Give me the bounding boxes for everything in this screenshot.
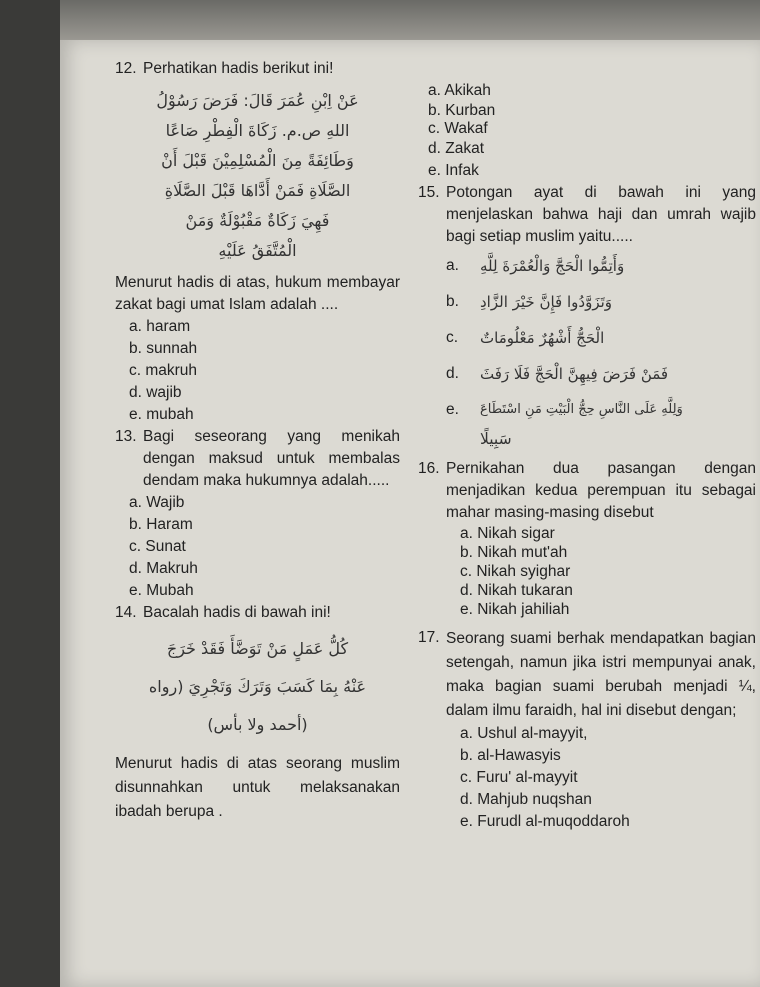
option[interactable] <box>418 320 756 356</box>
q17-options <box>418 723 756 833</box>
q13-header <box>115 426 400 492</box>
arabic-line: فَهِيَ زَكَاةٌ مَقْبُوْلَةٌ وَمَنْ <box>185 211 330 230</box>
option[interactable]: c. Wakaf <box>428 120 488 137</box>
option[interactable]: a. Ushul al-mayyit, <box>460 725 588 742</box>
q13-options <box>115 492 400 602</box>
option[interactable]: b. al-Hawasyis <box>460 747 561 764</box>
q16-number: 16. <box>418 460 440 477</box>
q17-header <box>418 627 756 723</box>
q12-options <box>115 316 400 426</box>
option[interactable] <box>418 392 756 428</box>
right-column <box>418 82 756 833</box>
option-label: a. <box>446 257 459 274</box>
option[interactable]: e. Mubah <box>129 582 194 599</box>
q13-title: Bagi seseorang yang menikah dengan maksud untuk membalas dendam maka hukumnya adalah..... <box>143 428 400 489</box>
option[interactable]: b. Nikah mut'ah <box>460 544 568 561</box>
option-arabic: فَمَنْ فَرَضَ فِيهِنَّ الْحَجَّ فَلَا رَفَثَ <box>480 365 669 383</box>
q15-number: 15. <box>418 184 440 201</box>
q12-header <box>115 58 400 80</box>
option-label: c. <box>446 329 459 346</box>
arabic-line: (أحمد ولا بأس) <box>207 715 308 734</box>
option-label: e. <box>446 401 459 418</box>
option[interactable]: d. Makruh <box>129 560 198 577</box>
option[interactable] <box>418 356 756 392</box>
option-arabic: وَأَتِمُّوا الْحَجَّ وَالْعُمْرَةَ لِلَّهِ <box>480 257 625 275</box>
option[interactable]: c. Sunat <box>129 538 186 555</box>
q16-title: Pernikahan dua pasangan dengan menjadikan kedua perempuan itu sebagai mahar masing-masing disebut <box>446 460 756 521</box>
q15-title: Potongan ayat di bawah ini yang menjelaskan bahwa haji dan umrah wajib bagi setiap muslim yaitu..... <box>446 184 756 245</box>
option[interactable]: a. haram <box>129 318 191 335</box>
option-arabic: وَلِلَّهِ عَلَى النَّاسِ حِجُّ الْبَيْتِ مَنِ اسْتَطَاعَ <box>480 402 683 417</box>
option[interactable]: e. Nikah jahiliah <box>460 601 570 618</box>
q17-number: 17. <box>418 629 440 646</box>
q12-number: 12. <box>115 60 137 77</box>
option[interactable]: c. Nikah syighar <box>460 563 571 580</box>
q13-number: 13. <box>115 428 137 445</box>
q15-options <box>418 248 756 458</box>
arabic-line: الْمُتَّفَقُ عَلَيْهِ <box>218 241 297 260</box>
option[interactable] <box>418 284 756 320</box>
option[interactable]: e. mubah <box>129 406 194 423</box>
option[interactable]: b. Haram <box>129 516 193 533</box>
arabic-line: وَطَائِفَةً مِنَ الْمُسْلِمِيْنَ قَبْلَ أَنْ <box>161 151 354 170</box>
option-arabic-continuation: سَبِيلًا <box>480 430 512 448</box>
q17-title: Seorang suami berhak mendapatkan bagian setengah, namun jika istri mempunyai anak, maka bagian suami berubah menjadi ¼, dalam ilmu faraidh, hal ini disebut dengan; <box>446 630 756 719</box>
option-arabic: وَتَزَوَّدُوا فَإِنَّ خَيْرَ الزَّادِ <box>480 293 613 311</box>
option[interactable]: e. Infak <box>428 162 479 179</box>
option[interactable]: c. makruh <box>129 362 198 379</box>
arabic-line: عَنْ اِبْنِ عُمَرَ قَالَ: فَرَضَ رَسُوْلُ <box>156 91 359 110</box>
arabic-line: اللهِ ص.م. زَكَاةَ الْفِطْرِ صَاعًا <box>165 121 350 140</box>
option[interactable]: e. Furudl al-muqoddaroh <box>460 813 630 830</box>
option[interactable]: b. sunnah <box>129 340 198 357</box>
option[interactable]: d. Mahjub nuqshan <box>460 791 592 808</box>
option-label: b. <box>446 293 459 310</box>
q16-header <box>418 458 756 524</box>
q14-hadith-arabic <box>115 630 400 744</box>
background-band <box>60 0 760 40</box>
q12-prompt: Menurut hadis di atas, hukum membayar zakat bagi umat Islam adalah .... <box>115 274 400 313</box>
q12-hadith-arabic <box>115 86 400 266</box>
left-column <box>115 58 400 824</box>
q14-title: Bacalah hadis di bawah ini! <box>143 604 331 621</box>
option[interactable]: a. Wajib <box>129 494 185 511</box>
q14-prompt: Menurut hadis di atas seorang muslim disunnahkan untuk melaksanakan ibadah berupa . <box>115 755 400 820</box>
q14-header <box>115 602 400 624</box>
q14-options <box>418 80 756 182</box>
option[interactable]: d. Nikah tukaran <box>460 582 573 599</box>
option[interactable]: c. Furu' al-mayyit <box>460 769 578 786</box>
q12-title: Perhatikan hadis berikut ini! <box>143 60 334 77</box>
option[interactable] <box>418 248 756 284</box>
arabic-line: كُلُّ عَمَلٍ مَنْ تَوَضَّأَ فَقَدْ خَرَجَ <box>166 639 349 658</box>
q14-number: 14. <box>115 604 137 621</box>
q15-header <box>418 182 756 248</box>
option[interactable]: a. Akikah <box>428 82 491 99</box>
option[interactable]: d. Zakat <box>428 140 484 157</box>
option-arabic: الْحَجُّ أَشْهُرٌ مَعْلُومَاتٌ <box>480 329 605 347</box>
arabic-line: عَنْهُ بِمَا كَسَبَ وَتَرَكَ وَتَجْرِيَ (رواه <box>148 677 367 696</box>
arabic-line: الصَّلَاةِ فَمَنْ أَدَّاهَا قَبْلَ الصَّلَاةِ <box>164 181 351 200</box>
option-label: d. <box>446 365 459 382</box>
option[interactable]: d. wajib <box>129 384 182 401</box>
option[interactable]: a. Nikah sigar <box>460 525 555 542</box>
option[interactable]: b. Kurban <box>428 102 496 119</box>
q16-options <box>418 524 756 619</box>
